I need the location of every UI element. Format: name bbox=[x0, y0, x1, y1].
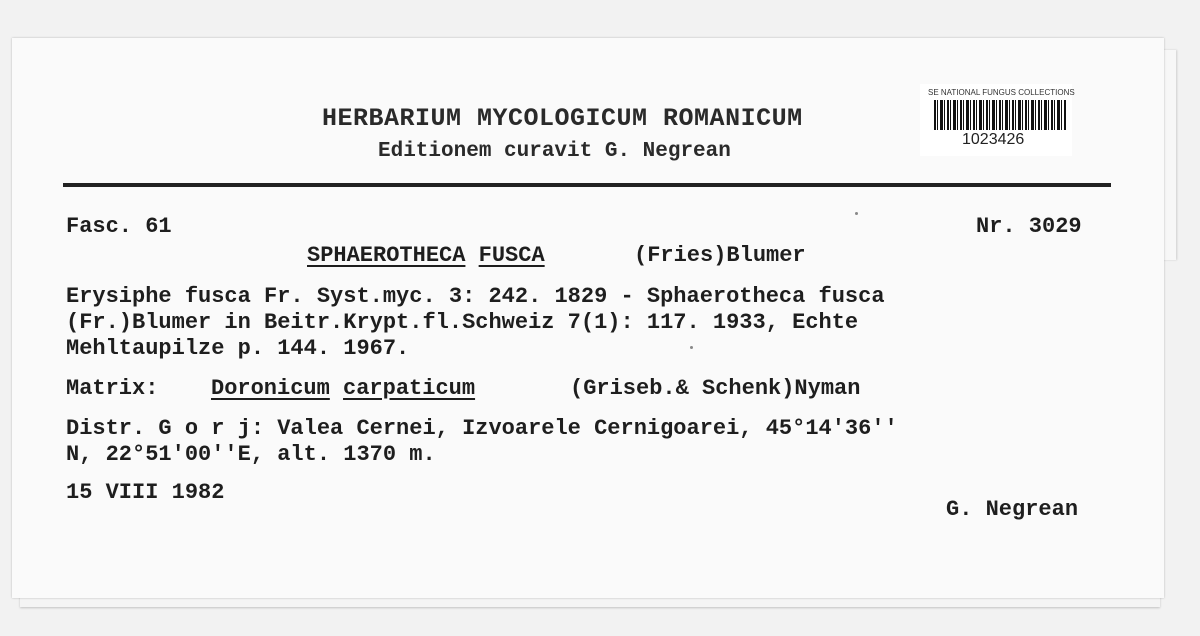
barcode-institution: SE NATIONAL FUNGUS COLLECTIONS bbox=[928, 88, 1075, 97]
host-authority: (Griseb.& Schenk)Nyman bbox=[570, 376, 861, 401]
synonymy-line: (Fr.)Blumer in Beitr.Krypt.fl.Schweiz 7(1): 117. 1933, Echte bbox=[66, 310, 859, 335]
barcode-icon bbox=[934, 100, 1066, 130]
editor-line: Editionem curavit G. Negrean bbox=[378, 140, 731, 163]
paper-speck bbox=[690, 346, 693, 349]
distribution-line: Distr. G o r j: Valea Cernei, Izvoarele Cernigoarei, 45°14'36'' bbox=[66, 416, 898, 441]
barcode-number: 1023426 bbox=[962, 131, 1025, 148]
host-name bbox=[211, 376, 475, 401]
collection-date: 15 VIII 1982 bbox=[66, 480, 225, 505]
species-name bbox=[307, 243, 545, 268]
species-genus: SPHAEROTHECA bbox=[307, 243, 466, 268]
header-divider bbox=[63, 183, 1111, 187]
species-epithet: FUSCA bbox=[478, 243, 545, 268]
synonymy-line: Erysiphe fusca Fr. Syst.myc. 3: 242. 1829 - Sphaerotheca fusca bbox=[66, 284, 885, 309]
fascicle-number: Fasc. 61 bbox=[66, 214, 172, 239]
host-genus: Doronicum bbox=[211, 376, 330, 401]
synonymy-line: Mehltaupilze p. 144. 1967. bbox=[66, 336, 410, 361]
host-epithet: carpaticum bbox=[343, 376, 476, 401]
matrix-label: Matrix: bbox=[66, 376, 159, 401]
distribution-line: N, 22°51'00''E, alt. 1370 m. bbox=[66, 442, 436, 467]
specimen-number: Nr. 3029 bbox=[976, 214, 1082, 239]
paper-speck bbox=[855, 212, 858, 215]
herbarium-title: HERBARIUM MYCOLOGICUM ROMANICUM bbox=[322, 104, 803, 133]
species-authority: (Fries)Blumer bbox=[634, 243, 806, 268]
collector-name: G. Negrean bbox=[946, 497, 1079, 522]
